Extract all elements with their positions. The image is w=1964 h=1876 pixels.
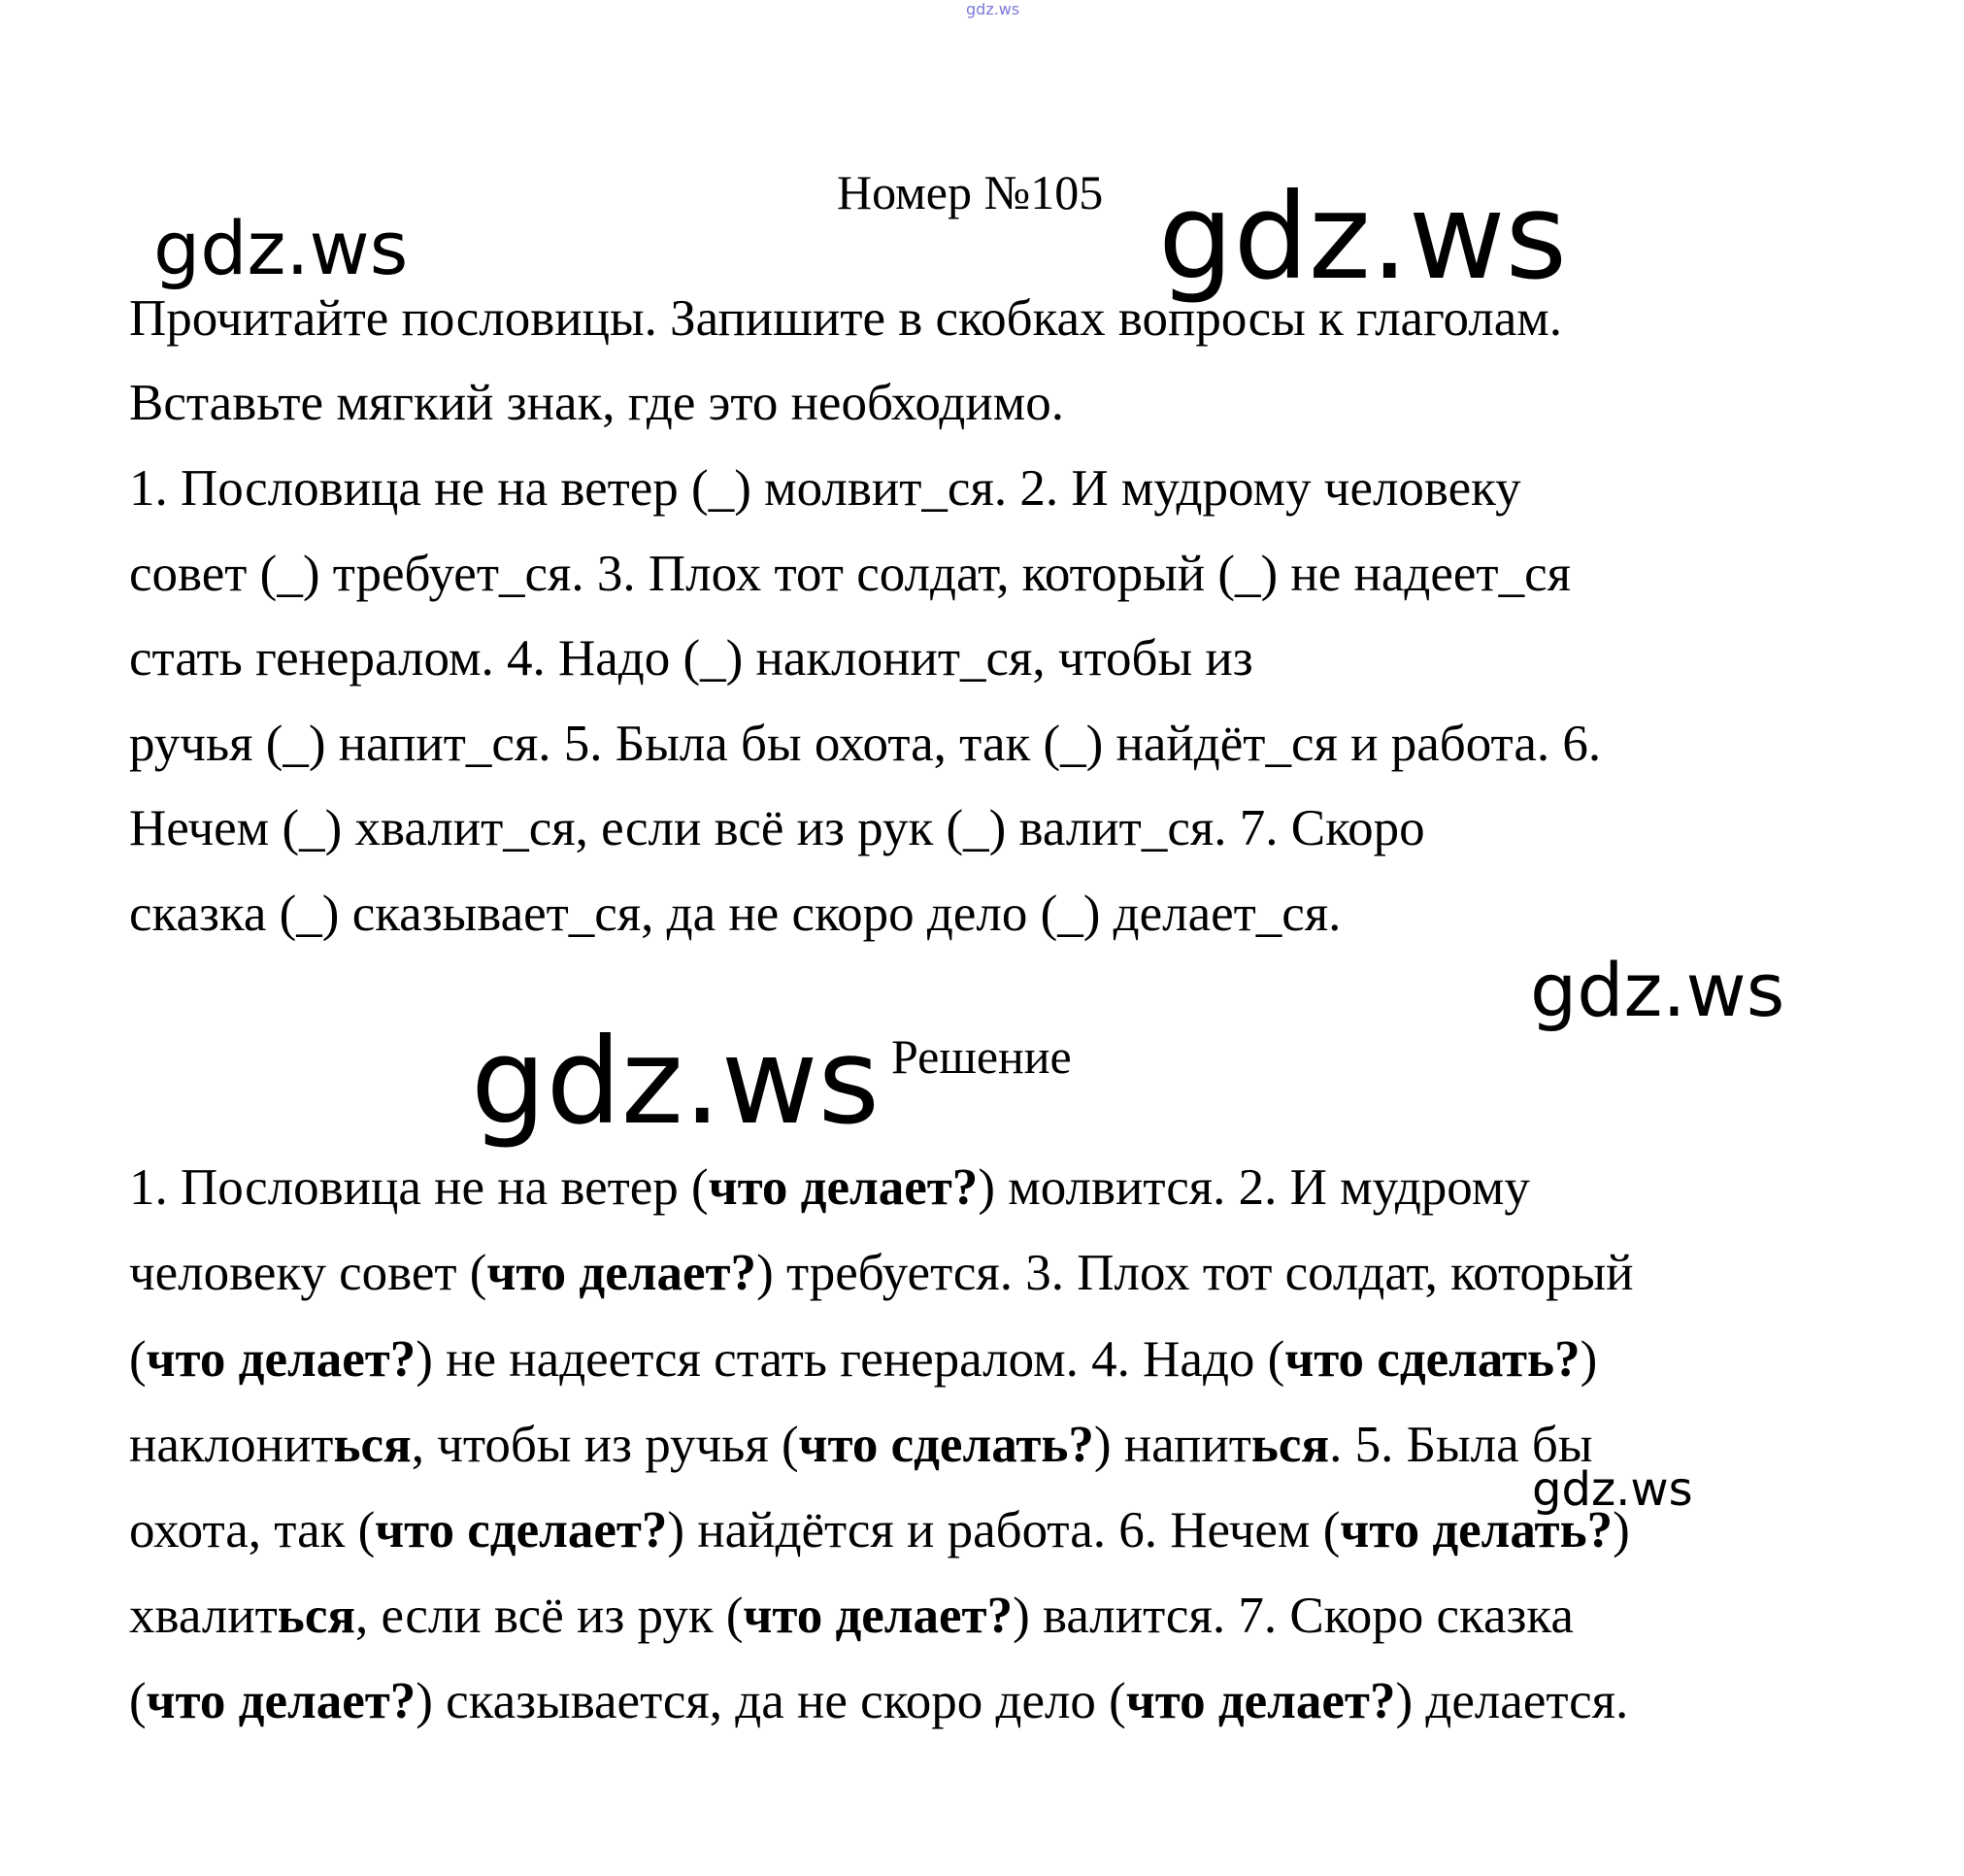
verb-question: что делает? [1125,1673,1396,1729]
watermark: gdz.ws [153,205,409,291]
text: наклонит [129,1417,334,1473]
task-line: сказка (_) сказывает_ся, да не скоро дело (_) делает_ся. [129,886,1342,942]
solution-line [129,1588,1574,1644]
highlighted-ending: ься [333,1417,412,1473]
watermark: gdz.ws [1532,1462,1693,1517]
solution-line [129,1673,1629,1729]
task-line: 1. Пословица не на ветер (_) молвит_ся. 2. И мудрому человеку [129,460,1521,517]
text: ) делается. [1395,1673,1629,1729]
text: , если всё из рук ( [355,1588,744,1644]
text: ) не надеется стать генералом. 4. Надо ( [416,1331,1285,1388]
text: ) найдётся и работа. 6. Нечем ( [667,1502,1341,1558]
page-title: Номер №105 [837,165,1104,219]
solution-line [129,1331,1598,1388]
task-line: Прочитайте пословицы. Запишите в скобках вопросы к глаголам. [129,290,1563,347]
text: ) [1580,1331,1598,1388]
task-line: совет (_) требует_ся. 3. Плох тот солдат, который (_) не надеет_ся [129,546,1571,602]
text: человеку совет ( [129,1245,487,1301]
highlighted-ending: ься [1250,1417,1330,1473]
verb-question: что делает? [708,1159,979,1216]
task-line: ручья (_) напит_ся. 5. Была бы охота, так (_) найдёт_ся и работа. 6. [129,716,1602,772]
text: ) требуется. 3. Плох тот солдат, который [756,1245,1634,1301]
text: ( [129,1673,147,1729]
task-line: стать генералом. 4. Надо (_) наклонит_ся, чтобы из [129,630,1253,687]
text: ( [129,1331,147,1388]
verb-question: что делать? [1340,1502,1614,1558]
text: ) валится. 7. Скоро сказка [1013,1588,1574,1644]
text: ) напит [1093,1417,1251,1473]
solution-line [129,1417,1593,1473]
text: хвалит [129,1588,278,1644]
text: . 5. Была бы [1329,1417,1593,1473]
text: ) [1613,1502,1630,1558]
highlighted-ending: ься [277,1588,356,1644]
solution-line [129,1502,1630,1558]
text: охота, так ( [129,1502,376,1558]
verb-question: что делает? [146,1673,416,1729]
verb-question: что сделать? [1284,1331,1581,1388]
verb-question: что делает? [486,1245,757,1301]
verb-question: что делает? [146,1331,416,1388]
watermark: gdz.ws [1530,947,1785,1033]
text: ) сказывается, да не скоро дело ( [416,1673,1126,1729]
verb-question: что сделает? [375,1502,668,1558]
text: 1. Пословица не на ветер ( [129,1159,709,1216]
solution-line [129,1245,1634,1301]
solution-line [129,1159,1530,1216]
watermark: gdz.ws [1158,168,1568,306]
verb-question: что сделать? [798,1417,1094,1473]
watermark: gdz.ws [471,1013,881,1151]
solution-heading: Решение [891,1029,1072,1084]
text: ) молвится. 2. И мудрому [978,1159,1530,1216]
task-line: Вставьте мягкий знак, где это необходимо. [129,375,1064,431]
text: , чтобы из ручья ( [411,1417,799,1473]
task-line: Нечем (_) хвалит_ся, если всё из рук (_) валит_ся. 7. Скоро [129,800,1425,856]
verb-question: что делает? [743,1588,1014,1644]
watermark-small-top: gdz.ws [966,0,1020,18]
